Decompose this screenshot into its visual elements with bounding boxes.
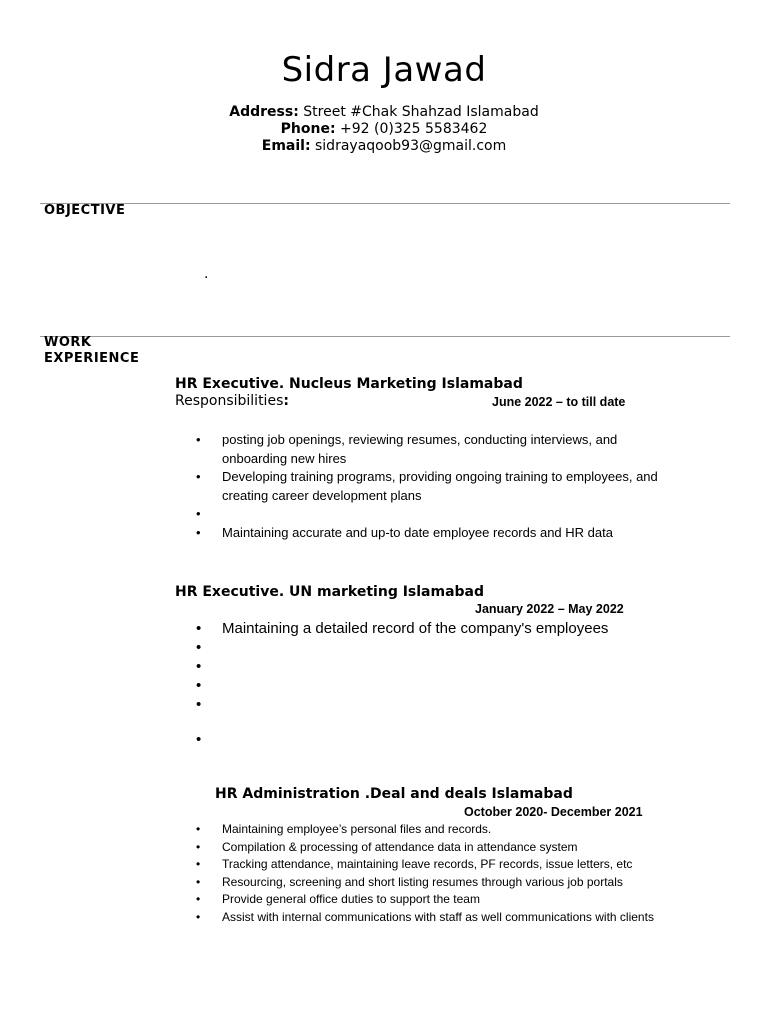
- job-dates-2: January 2022 – May 2022: [475, 602, 624, 616]
- objective-heading: OBJECTIVE: [44, 203, 126, 218]
- address-line: [0, 104, 768, 120]
- list-item: [196, 730, 676, 749]
- work-heading-line1: WORK: [44, 335, 92, 350]
- email-label: Email:: [261, 138, 311, 154]
- list-item: • Maintaining a detailed record of the company's employees: [196, 619, 676, 638]
- address-value: Street #Chak Shahzad Islamabad: [303, 104, 539, 120]
- responsibilities-text: Responsibilities: [175, 393, 284, 409]
- list-item: • Resourcing, screening and short listing resumes through various job portals: [196, 874, 676, 892]
- job-dates-1: June 2022 – to till date: [492, 395, 626, 409]
- list-item: [196, 505, 676, 524]
- resume-name: Sidra Jawad: [281, 50, 487, 90]
- divider-work: [40, 336, 730, 337]
- email-value: sidrayaqoob93@gmail.com: [315, 138, 507, 154]
- phone-value: +92 (0)325 5583462: [340, 121, 488, 137]
- list-item: [196, 638, 676, 657]
- list-item: • Tracking attendance, maintaining leave records, PF records, issue letters, etc: [196, 856, 676, 874]
- job-dates-3: October 2020- December 2021: [464, 805, 643, 819]
- objective-text: .: [204, 266, 209, 282]
- list-item: • Compilation & processing of attendance data in attendance system: [196, 839, 676, 857]
- job-2-duties: [196, 619, 676, 749]
- phone-label: Phone:: [280, 121, 336, 137]
- job-1-duties: [196, 431, 676, 542]
- divider-objective: [40, 203, 730, 204]
- list-item: • Provide general office duties to support the team: [196, 891, 676, 909]
- address-label: Address:: [229, 104, 299, 120]
- job-title-3: HR Administration .Deal and deals Islamabad: [215, 786, 573, 802]
- job-title-1: HR Executive. Nucleus Marketing Islamabad: [175, 376, 523, 392]
- list-item: • posting job openings, reviewing resumes, conducting interviews, and onboarding new hires: [196, 431, 676, 468]
- list-item: • Maintaining accurate and up-to date employee records and HR data: [196, 524, 676, 543]
- job-3-duties: [196, 821, 676, 926]
- responsibilities-label: [175, 393, 289, 409]
- work-heading: [44, 335, 139, 367]
- job-title-2: HR Executive. UN marketing Islamabad: [175, 584, 485, 600]
- list-item: • Maintaining employee’s personal files and records.: [196, 821, 676, 839]
- list-item: [196, 676, 676, 695]
- list-item: • Developing training programs, providing ongoing training to employees, and creating career development plans: [196, 468, 676, 505]
- responsibilities-colon: :: [283, 393, 289, 409]
- phone-line: [0, 121, 768, 137]
- email-line: [0, 138, 768, 154]
- work-heading-line2: EXPERIENCE: [44, 351, 140, 366]
- list-item: [196, 657, 676, 676]
- list-item: • Assist with internal communications with staff as well communications with clients: [196, 909, 676, 927]
- list-item: [196, 695, 676, 714]
